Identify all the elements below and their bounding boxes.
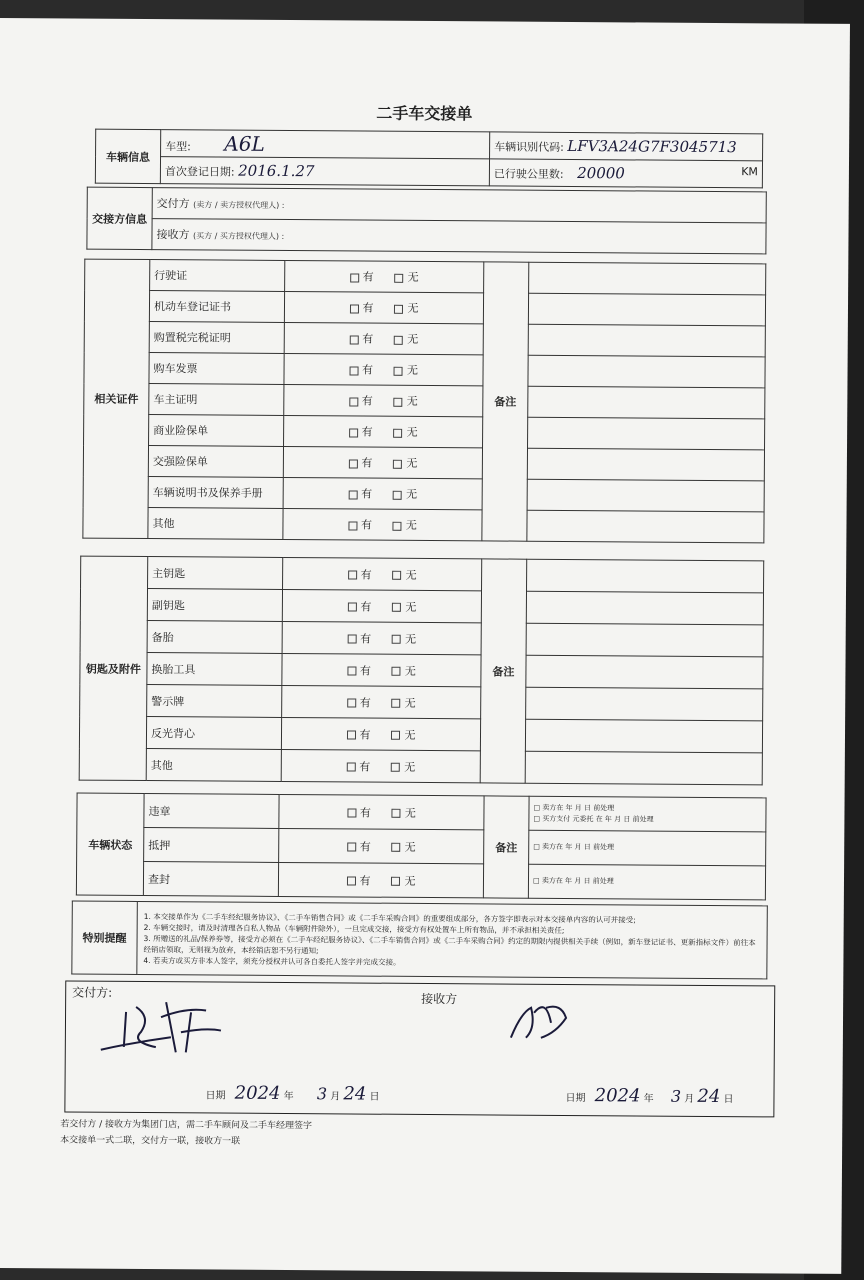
status-note: □ 卖方在 年 月 日 前处理 xyxy=(528,864,765,900)
reminder-line: 3. 所赠送的礼品/保养券等，接受方必须在《二手车经纪服务协议》、《二手车销售合同》或《二手车采购合同》约定的期限内提供相关手续（例如，新车登记证书、更新指标文件）前往本经销店领取，无则视为放弃，本经销店恕不另行通知; xyxy=(143,933,756,955)
keys-remark-label: 备注 xyxy=(480,559,527,783)
doc-remark-line xyxy=(527,510,764,543)
reminder-section-label: 特别提醒 xyxy=(72,901,138,974)
deliver-sign-label: 交付方: xyxy=(72,985,113,1000)
reminder-text xyxy=(137,901,767,978)
key-remark-line xyxy=(526,655,763,689)
vehicle-info-table xyxy=(95,129,763,189)
mileage-label: 已行驶公里数: xyxy=(493,167,564,181)
doc-remark-line xyxy=(528,324,765,357)
receive-party-sub: (买方 / 买方授权代理人) : xyxy=(192,231,285,241)
footer-line: 本交接单一式二联，交付方一联，接收方一联 xyxy=(60,1135,241,1147)
key-item: 其他 xyxy=(146,749,281,782)
doc-item: 其他 xyxy=(148,508,283,540)
doc-remark-line xyxy=(528,293,765,326)
first-reg-value: 2016.1.27 xyxy=(238,161,315,181)
status-item: 查封 xyxy=(143,862,278,897)
doc-item: 购车发票 xyxy=(149,353,284,385)
handover-form xyxy=(0,18,850,1274)
doc-remark-line xyxy=(529,262,766,295)
key-item: 备胎 xyxy=(147,621,282,654)
model-value: A6L xyxy=(224,131,265,156)
deliver-signature xyxy=(96,992,236,1058)
status-item: 抵押 xyxy=(144,828,279,863)
doc-item: 车主证明 xyxy=(149,384,284,416)
left-date: 日期 2024 年 3 月 24 日 xyxy=(205,1082,380,1105)
vin-label: 车辆识别代码: xyxy=(494,140,564,154)
first-reg-cell xyxy=(160,157,489,186)
key-checkbox-pair[interactable]: 有 无 xyxy=(282,653,481,686)
key-remark-line xyxy=(525,719,762,753)
doc-checkbox-pair[interactable]: 有 无 xyxy=(283,446,482,478)
status-note-cell xyxy=(529,796,766,832)
key-checkbox-pair[interactable]: 有 无 xyxy=(281,717,480,750)
receive-sign-label: 接收方 xyxy=(421,991,458,1007)
key-item: 警示牌 xyxy=(147,685,282,718)
key-remark-line xyxy=(525,751,762,785)
key-remark-line xyxy=(526,623,763,657)
doc-checkbox-pair[interactable]: 有 无 xyxy=(284,353,483,385)
parties-table xyxy=(86,187,766,255)
model-label: 车型: xyxy=(165,140,191,154)
signature-box xyxy=(64,980,775,1117)
documents-section-label: 相关证件 xyxy=(83,259,150,538)
deliver-party-label: 交付方 xyxy=(156,197,190,211)
doc-item: 购置税完税证明 xyxy=(149,322,284,354)
vin-value: LFV3A24G7F3045713 xyxy=(567,136,737,157)
doc-remark-line xyxy=(527,448,764,481)
doc-item: 行驶证 xyxy=(150,260,285,292)
documents-table xyxy=(82,259,766,544)
key-item: 主钥匙 xyxy=(148,557,283,590)
doc-remark-line xyxy=(528,355,765,388)
doc-item: 商业险保单 xyxy=(149,415,284,447)
key-remark-line xyxy=(526,687,763,721)
key-remark-line xyxy=(527,559,764,593)
mileage-unit: KM xyxy=(741,165,758,179)
status-checkbox-pair[interactable]: 有 无 xyxy=(278,862,483,897)
status-checkbox-pair[interactable]: 有 无 xyxy=(279,794,484,829)
reminder-line: 2. 车辆交接时，请及时清理各自私人物品（车辆附件除外），一旦完成交接，接受方有权处置车上所有物品，并不承担相关责任; xyxy=(143,922,565,935)
documents-remark-label: 备注 xyxy=(482,262,529,541)
status-table xyxy=(76,793,767,901)
status-note: □ 卖方在 年 月 日 前处理 xyxy=(529,830,766,866)
doc-item: 车辆说明书及保养手册 xyxy=(148,477,283,509)
footer-notes xyxy=(60,1116,312,1150)
doc-item: 交强险保单 xyxy=(148,446,283,478)
reminder-line: 4. 若卖方或买方非本人签字，须充分授权并认可各自委托人签字并完成交接。 xyxy=(143,955,401,967)
status-remark-label: 备注 xyxy=(483,796,529,898)
reminder-line: 1. 本交接单作为《二手车经纪服务协议》、《二手车销售合同》或《二手车采购合同》的重要组成部分，各方签字即表示对本交接单内容的认可并接受; xyxy=(143,911,636,924)
doc-checkbox-pair[interactable]: 有 无 xyxy=(285,260,484,292)
receive-signature xyxy=(506,993,576,1043)
deliver-party-sub: (卖方 / 卖方授权代理人) : xyxy=(193,200,285,210)
right-date: 日期 2024 年 3 月 24 日 xyxy=(565,1085,734,1108)
key-item: 反光背心 xyxy=(146,717,281,750)
doc-remark-line xyxy=(528,386,765,419)
doc-checkbox-pair[interactable]: 有 无 xyxy=(283,508,482,540)
key-checkbox-pair[interactable]: 有 无 xyxy=(281,749,480,782)
doc-checkbox-pair[interactable]: 有 无 xyxy=(284,415,483,447)
key-item: 副钥匙 xyxy=(147,589,282,622)
receive-party-cell xyxy=(152,219,766,254)
mileage-cell xyxy=(489,159,762,188)
first-reg-label: 首次登记日期: xyxy=(164,165,235,179)
receive-party-label: 接收方 xyxy=(156,228,190,242)
key-checkbox-pair[interactable]: 有 无 xyxy=(283,557,482,590)
doc-checkbox-pair[interactable]: 有 无 xyxy=(284,322,483,354)
key-checkbox-pair[interactable]: 有 无 xyxy=(282,589,481,622)
status-note: □ 卖方在 年 月 日 前处理 xyxy=(533,803,615,812)
keys-section-label: 钥匙及附件 xyxy=(79,556,148,780)
vehicle-section-label: 车辆信息 xyxy=(95,129,160,183)
status-note: □ 买方支付 元委托 在 年 月 日 前处理 xyxy=(533,814,654,824)
footer-line: 若交付方 / 接收方为集团门店，需二手车顾问及二手车经理签字 xyxy=(60,1119,313,1132)
parties-section-label: 交接方信息 xyxy=(87,187,152,249)
vin-cell xyxy=(490,132,763,161)
key-checkbox-pair[interactable]: 有 无 xyxy=(282,621,481,654)
status-checkbox-pair[interactable]: 有 无 xyxy=(279,828,484,863)
doc-item: 机动车登记证书 xyxy=(149,291,284,323)
keys-table xyxy=(79,556,765,786)
mileage-value: 20000 xyxy=(577,164,625,183)
doc-remark-line xyxy=(528,417,765,450)
form-title: 二手车交接单 xyxy=(376,103,473,124)
model-cell xyxy=(161,130,490,159)
key-remark-line xyxy=(526,591,763,625)
deliver-party-cell xyxy=(152,188,766,223)
doc-checkbox-pair[interactable]: 有 无 xyxy=(284,291,483,323)
key-item: 换胎工具 xyxy=(147,653,282,686)
key-checkbox-pair[interactable]: 有 无 xyxy=(282,685,481,718)
reminder-table xyxy=(71,901,767,980)
doc-remark-line xyxy=(527,479,764,512)
doc-checkbox-pair[interactable]: 有 无 xyxy=(284,384,483,416)
status-item: 违章 xyxy=(144,794,279,829)
doc-checkbox-pair[interactable]: 有 无 xyxy=(283,477,482,509)
status-section-label: 车辆状态 xyxy=(76,793,144,895)
